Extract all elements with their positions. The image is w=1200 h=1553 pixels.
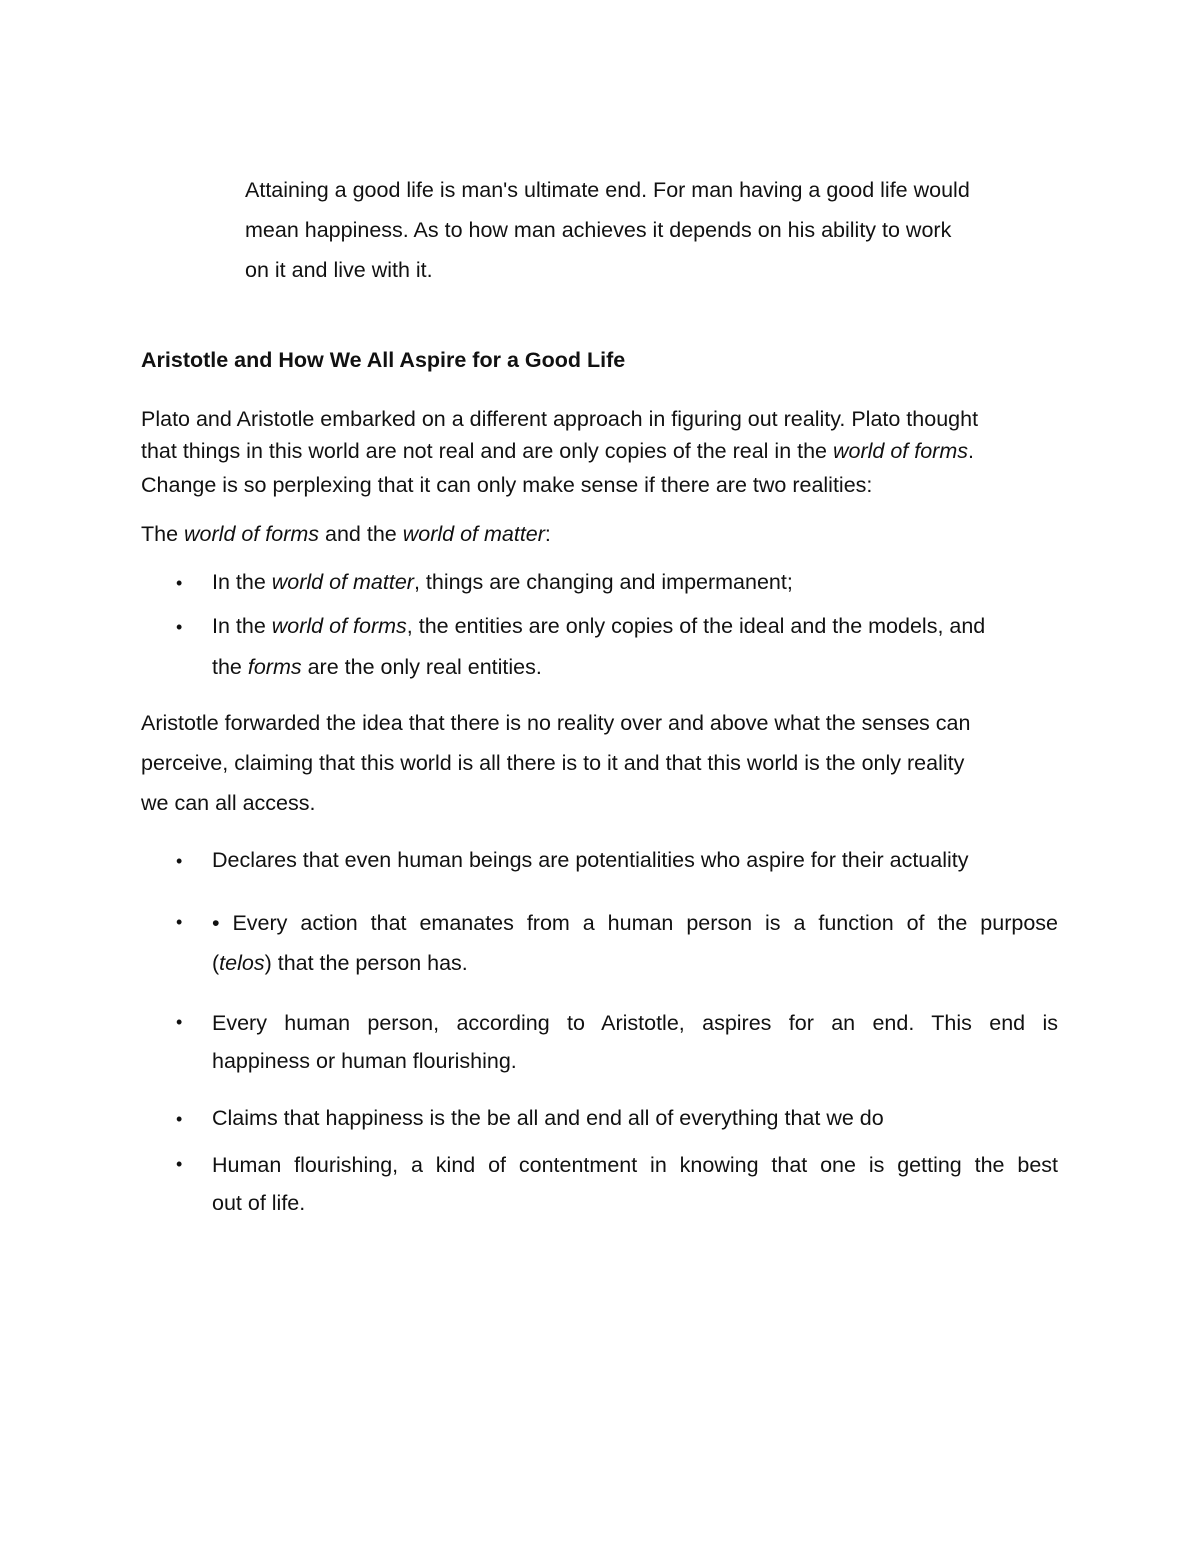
intro-line-1: Attaining a good life is man's ultimate end. For man having a good life would [245,178,970,202]
bullet-marker: • [176,1154,183,1174]
aristotle-line-2: perceive, claiming that this world is all there is to it and that this world is the only reality [141,751,965,775]
two-worlds-colon: : [544,522,551,546]
bullet-marker: • [176,617,183,637]
plato-line-2 [141,441,974,463]
bullet-marker: • [176,1109,183,1129]
plato-bullet-2-c: , the entities are only copies of the ideal and the models, and [406,614,986,638]
plato-line-1: Plato and Aristotle embarked on a different approach in figuring out reality. Plato thought [141,407,979,431]
intro-line-3: on it and live with it. [245,258,433,282]
plato-bullet-2 [212,616,985,638]
plato-bullet-2-line-2 [212,657,542,679]
aristotle-bullet-1: Declares that even human beings are potentialities who aspire for their actuality [212,848,969,872]
plato-bullet-1-a: In the [212,570,272,594]
aristotle-bullet-4: Claims that happiness is the be all and end all of everything that we do [212,1106,884,1130]
plato-bullet-2-forms: world of forms [271,614,407,638]
plato-line-2-text: that things in this world are not real and are only copies of the real in the [141,439,833,463]
bullet-marker: • [176,851,183,871]
aristotle-line-1: Aristotle forwarded the idea that there is no reality over and above what the senses can [141,711,971,735]
aristotle-bullet-5: Human flourishing, a kind of contentment in knowing that one is getting the best [212,1153,1058,1177]
aristotle-bullet-2-paren-open: ( [212,951,220,975]
plato-bullet-2-line-2-forms: forms [247,655,302,679]
aristotle-bullet-2-telos: telos [219,951,265,975]
two-worlds-the: The [141,522,185,546]
plato-line-3: Change is so perplexing that it can only make sense if there are two realities: [141,473,873,497]
two-worlds-forms: world of forms [184,522,320,546]
plato-line-2-end: . [968,439,974,463]
plato-bullet-2-line-2-c: are the only real entities. [301,655,542,679]
bullet-marker: • [176,573,183,593]
two-worlds-and: and the [319,522,403,546]
bullet-marker: • [176,912,183,932]
two-worlds-line [141,524,551,546]
two-worlds-matter: world of matter [402,522,545,546]
plato-bullet-1-matter: world of matter [271,570,414,594]
plato-bullet-1 [212,572,793,594]
bullet-marker: • [176,1012,183,1032]
plato-bullet-2-a: In the [212,614,272,638]
aristotle-bullet-2-line-2 [212,953,468,975]
plato-world-of-forms: world of forms [833,439,969,463]
intro-line-2: mean happiness. As to how man achieves it depends on his ability to work [245,218,952,242]
aristotle-bullet-5-line-2: out of life. [212,1191,306,1215]
aristotle-bullet-2: • Every action that emanates from a human person is a function of the purpose [212,911,1058,935]
aristotle-line-3: we can all access. [141,791,316,815]
plato-bullet-1-c: , things are changing and impermanent; [413,570,793,594]
aristotle-bullet-2-end: ) that the person has. [264,951,468,975]
plato-bullet-2-line-2-a: the [212,655,248,679]
aristotle-bullet-3: Every human person, according to Aristotle, aspires for an end. This end is [212,1011,1058,1035]
aristotle-bullet-3-line-2: happiness or human flourishing. [212,1049,517,1073]
section-heading: Aristotle and How We All Aspire for a Good Life [141,348,626,372]
